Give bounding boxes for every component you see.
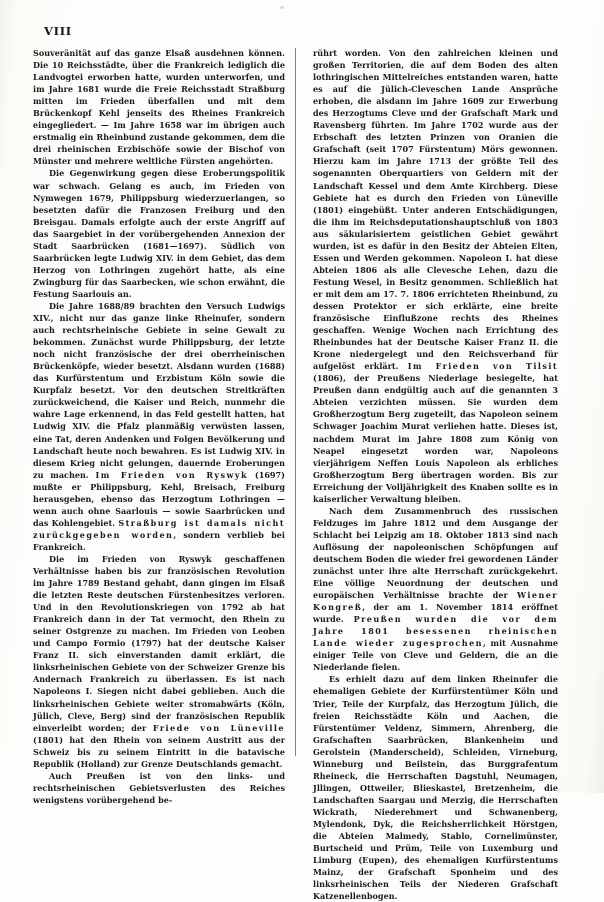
- paragraph-text-segment: rührt worden. Von den zahlreichen kleinen und großen Territorien, die auf dem Boden des alten lothringischen Mittelreiches entstanden waren, hatte es auf die Jülich-Cleveschen Lande Ansprüche erhoben, die alsdann im Jahre 1609 zur Erwerbung des Herzogtums Cleve und der Grafschaft Mark und Ravensberg führten. Im Jahre 1702 wurde aus der Erbschaft des letzten Prinzen von Oranien die Grafschaft (seit 1707 Fürstentum) Mörs gewonnen. Hierzu kam im Jahre 1713 der größte Teil des sogenannten Oberquartiers von Geldern mit der Landschaft Kessel und dem Amte Kirchberg. Diese Gebiete hat es durch den Frieden von Lüneville (1801) eingebüßt. Unter anderen Entschädigungen, die ihm im Reichsdeputationshauptschluß von 1803 aus säkularisiertem geistlichen Gebiet gewährt wurden, ist es dafür in den Besitz der Abteien Elten, Essen und Werden gekommen. Napoleon I. hat diese Abteien 1806 als alle Clevesche Lehen, dazu die Festung Wesel, in Besitz genommen. Schließlich hat er mit dem am 17. 7. 1806 errichteten Rheinbund, zu dessen Protektor er sich erklärte, eine breite französische Einflußzone rechts des Rheines geschaffen. Wenige Wochen nach Errichtung des Rheinbundes hat der Deutsche Kaiser Franz II. die Krone niedergelegt und den Reichsverband für aufgelöst erklärt.: [313, 48, 558, 372]
- column-left: [33, 47, 295, 805]
- emphasis-spaced-text: Wiener Kongreß: [313, 590, 558, 613]
- paragraph-text-segment: , sondern verblieb bei Frankreich.: [33, 529, 285, 552]
- page-number-header: VIII: [44, 24, 72, 38]
- paragraph: [313, 47, 558, 505]
- paragraph: Souveränität auf das ganze Elsaß ausdehnen können. Die 10 Reichsstädte, über die Frankreich lediglich die Landvogtei erworben hatte, wurden unterworfen, und im Jahre 1681 wurde die Freie Reichsstadt Straßburg mitten im Frieden überfallen und mit dem Brückenkopf Kehl jenseits des Rheines Frankreich eingegliedert. — Im Jahre 1658 war im übrigen auch erstmalig ein Rheinbund zustande gekommen, dem die drei rheinischen Erzbischöfe sowie der Bischof von Münster und mehrere weltliche Fürsten angehörten.: [33, 48, 285, 167]
- emphasis-spaced-text: Im Frieden von Ryswyk: [95, 469, 249, 480]
- paragraph-text-segment: , mit Ausnahme einiger Teile von Cleve und Geldern, die an die Niederlande fielen.: [313, 638, 559, 673]
- emphasis-spaced-text: Friede von Lüneville: [152, 722, 285, 733]
- paragraph: [33, 300, 285, 553]
- paragraph: [313, 505, 558, 674]
- paragraph-text-segment: (1697) mußte er Philippsburg, Kehl, Breisach, Freiburg herausgeben, ebenso das Herzogtum Lothringen — wenn auch ohne Saarlouis — sowie Saarbrücken und das Kohlengebiet.: [33, 469, 285, 528]
- paragraph: Die Gegenwirkung gegen diese Eroberungspolitik war schwach. Gelang es auch, im Frieden von Nymwegen 1679, Philippsburg wiederzuerlangen, so besetzten dafür die Franzosen Freiburg und den Breisgau. Damals erfolgte auch der erste Angriff auf das Saargebiet in der vorübergehenden Annexion der Stadt Saarbrücken (1681—1697). Südlich von Saarbrücken legte Ludwig XIV. in dem Gebiet, das dem Herzog von Lothringen zugehört hatte, als eine Zwingburg für das Saarbecken, wie schon erwähnt, die Festung Saarlouis an.: [33, 168, 285, 299]
- emphasis-spaced-text: Straßburg ist damals nicht zurückgegeben worden: [33, 517, 285, 540]
- emphasis-spaced-text: Preußen wurden die vor dem Jahre 1801 besessenen rheinischen Lande wieder zugesprochen: [313, 614, 558, 649]
- scan-artifact-speck: [280, 6, 284, 9]
- column-right: [296, 47, 559, 902]
- column-divider-rule: [295, 48, 296, 756]
- paragraph-text-segment: (1806), der Preußens Niederlage besiegelte, hat Preußen dann endgültig auch auf die genannten 3 Abteien verzichten müssen. Sie wurden dem Großherzogtum Berg zugeteilt, das Napoleon seinem Schwager Joachim Murat verliehen hatte. Dieses ist, nachdem Murat im Jahre 1808 zum König von Neapel eingesetzt worden war, Napoleons vierjährigem Neffen Louis Napoleon als erbliches Großherzogtum Berg übertragen worden. Bis zur Erreichung der Volljährigkeit des Knaben sollte es in kaiserlicher Verwaltung bleiben.: [313, 373, 558, 504]
- two-column-body: [33, 47, 573, 902]
- paragraph-text-segment: (1801) hat den Rhein von seinem Austritt aus der Schweiz bis zu seinem Eintritt in die batavische Republik (Holland) zur Grenze Deutschlands gemacht.: [33, 734, 285, 769]
- emphasis-spaced-text: Im Frieden von Tilsit: [407, 361, 558, 372]
- paragraph: Es erhielt dazu auf dem linken Rheinufer die ehemaligen Gebiete der Kurfürstentümer Köln und Trier, Teile der Kurpfalz, das Herzogtum Jülich, die freien Reichsstädte Köln und Aachen, die Fürstentümer Veldenz, Simmern, Ahrenberg, die Grafschaften Saarbrücken, Blankenheim und Gerolstein (Manderscheid), Schleiden, Virneburg, Winneburg und Beilstein, das Burggrafentum Rheineck, die Herrschaften Dagstuhl, Neumagen, Jllingen, Ottweiler, Blieskastel, Bretzenheim, die Landschaften Saargau und Merzig, die Herrschaften Wickrath, Niederehmert und Schwanenberg, Mylendonk, Dyk, die Reichsherrlichkeit Hörstgen, die Abteien Malmedy, Stablo, Cornelimünster, Burtscheid und Prüm, Teile von Luxemburg und Limburg (Eupen), des ehemaligen Kurfürstentums Mainz, der Grafschaft Sponheim und des linksrheinischen Teils der Niederen Grafschaft Katzenellenbogen.: [313, 674, 558, 902]
- paragraph-text-segment: , der am 1. November 1814 eröffnet wurde.: [313, 602, 558, 625]
- paragraph-text-segment: Die im Frieden von Ryswyk geschaffenen Verhältnisse haben bis zur französischen Revolution im Jahre 1789 Bestand gehabt, dann gingen im Elsaß die letzten Reste deutschen Fürstenbesitzes verloren. Und in den Revolutionskriegen von 1792 ab hat Frankreich dann in der Tat vermocht, den Rhein zu seiner Ostgrenze zu machen. Im Frieden von Leoben und Campo Formio (1797) hat der deutsche Kaiser Franz II. sich einverstanden damit erklärt, die linksrheinischen Gebiete von der Schweizer Grenze bis Andernach Frankreich zu überlassen. Es ist nach Napoleons I. Siegen nicht dabei geblieben. Auch die linksrheinischen Gebiete weiter stromabwärts (Köln, Jülich, Cleve, Berg) sind der französischen Republik einverleibt worden; der: [33, 553, 285, 733]
- paragraph-text-segment: Nach dem Zusammenbruch des russischen Feldzuges im Jahre 1812 und dem Ausgange der Schlacht bei Leipzig am 18. Oktober 1813 sind nach Auflösung der napoleonischen Schöpfungen auf deutschem Boden die wieder frei gewordenen Länder zunächst unter ihre alte Herrschaft zurückgekehrt. Eine völlige Neuordnung der deutschen und europäischen Verhältnisse brachte der: [313, 505, 558, 601]
- paragraph: Auch Preußen ist von den links- und rechtsrheinischen Gebietsverlusten des Reiches wenigstens vorübergehend be-: [33, 770, 285, 805]
- paragraph-text-segment: Die Jahre 1688/89 brachten den Versuch Ludwigs XIV., nicht nur das ganze linke Rheinufer, sondern auch rechtsrheinische Gebiete in seine Gewalt zu bekommen. Zunächst wurde Philippsburg, der letzte noch nicht französische der drei oberrheinischen Brückenköpfe, wieder besetzt. Alsdann wurden (1688) das Kurfürstentum und Erzbistum Köln sowie die Kurpfalz besetzt. Vor den deutschen Streitkräften zurückweichend, die Kaiser und Reich, nunmehr die wahre Lage erkennend, in das Feld gestellt hatten, hat Ludwig XIV. die Pfalz planmäßig verwüsten lassen, eine Tat, deren Andenken und Folgen Bevölkerung und Landschaft heute noch bewahren. Es ist Ludwig XIV. in diesem Krieg nicht gelungen, dauernde Eroberungen zu machen.: [33, 300, 285, 480]
- paragraph: [33, 553, 285, 770]
